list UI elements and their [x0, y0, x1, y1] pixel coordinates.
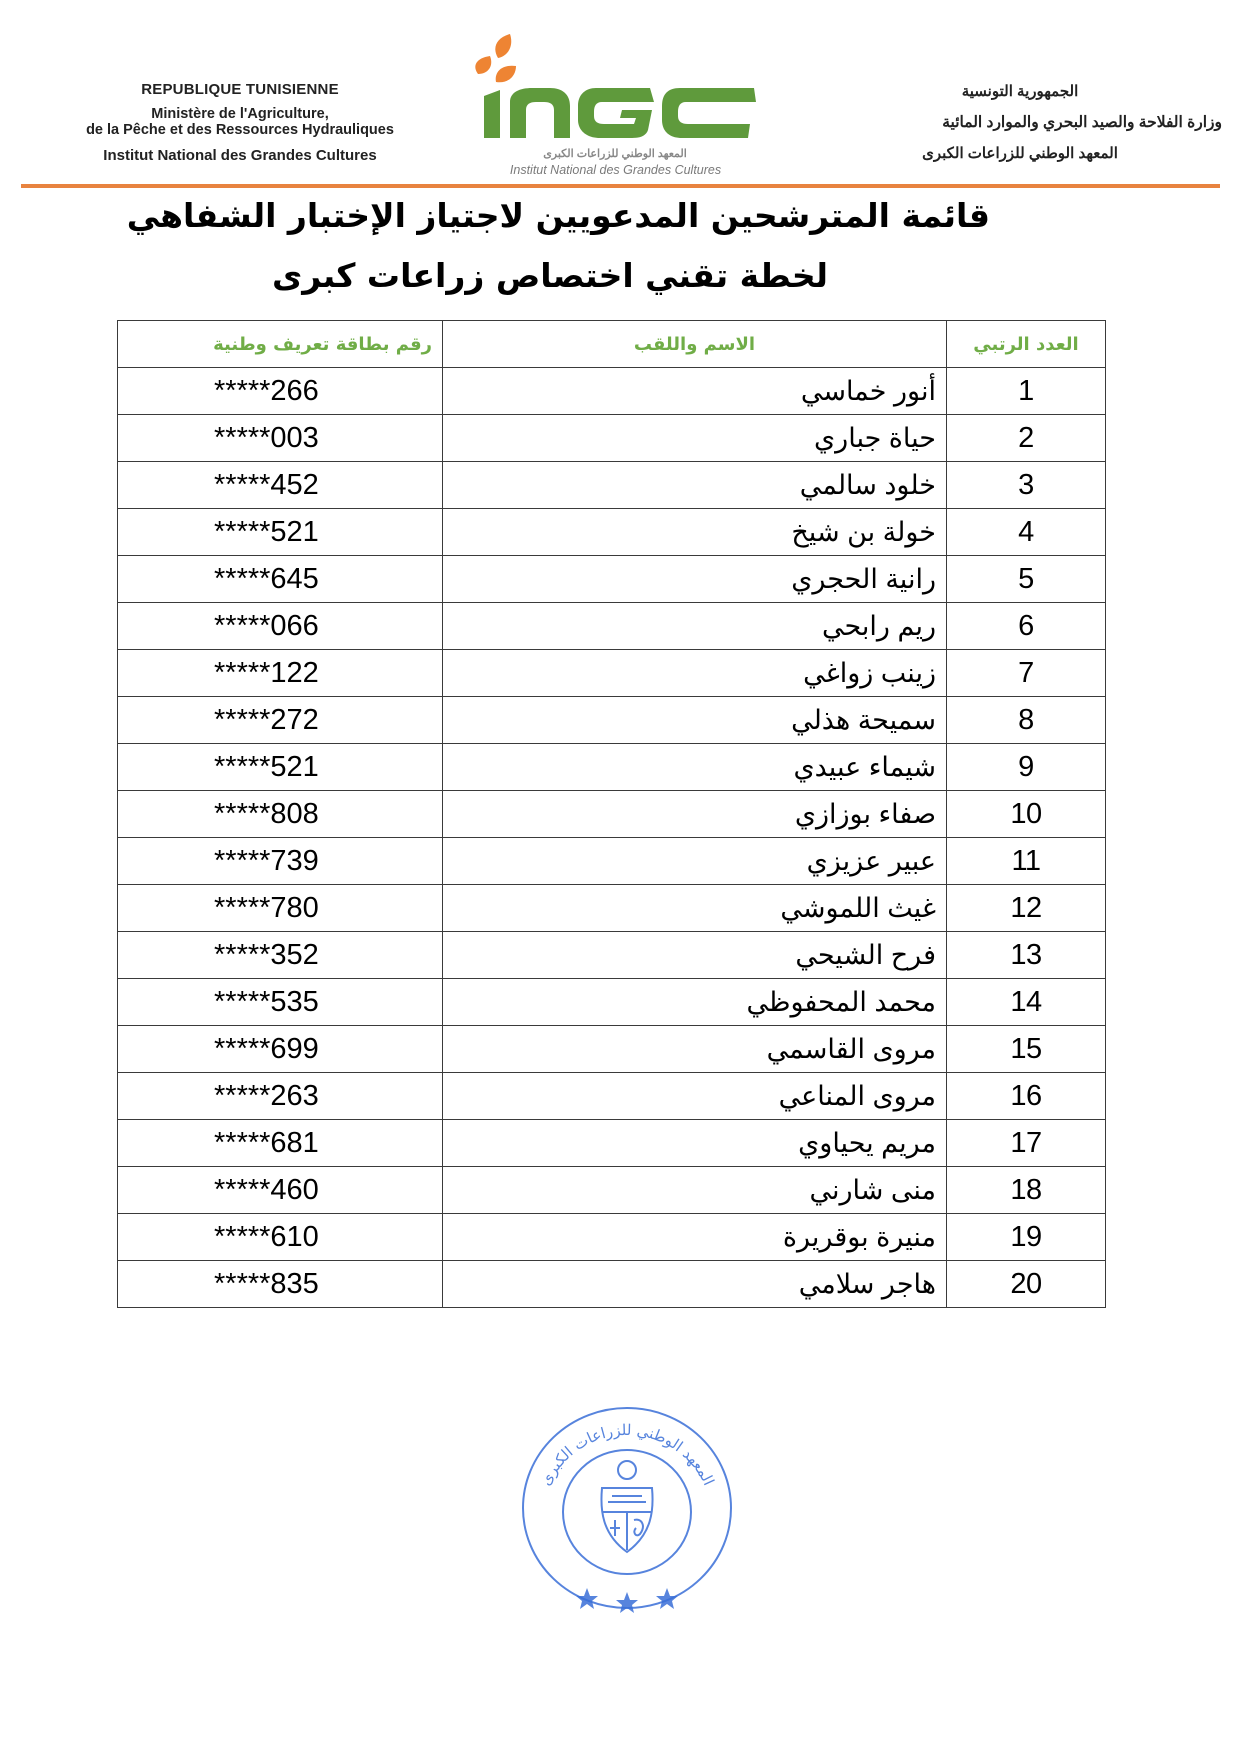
candidate-name: خلود سالمي: [443, 462, 947, 509]
candidate-id: *****460: [118, 1167, 443, 1214]
candidate-name: منى شارني: [443, 1167, 947, 1214]
table-row: [118, 932, 1106, 979]
table-row: [118, 885, 1106, 932]
leaf-top: [495, 34, 511, 58]
ministry-label-ar: وزارة الفلاحة والصيد البحري والموارد المائية: [942, 114, 1222, 131]
row-number: 14: [947, 979, 1106, 1026]
row-number: 19: [947, 1214, 1106, 1261]
stamp-graphic: [512, 1400, 742, 1615]
wheat-leaves-icon: [475, 34, 516, 82]
candidate-id: *****610: [118, 1214, 443, 1261]
header-divider: [21, 184, 1220, 188]
letter-c: [662, 88, 756, 138]
table-row: [118, 509, 1106, 556]
table-row: [118, 697, 1106, 744]
candidate-id: *****521: [118, 509, 443, 556]
logo-arabic-name: المعهد الوطني للزراعات الكبرى: [543, 148, 687, 160]
table-row: [118, 462, 1106, 509]
ministry-label-fr-line1: Ministère de l'Agriculture,: [151, 106, 329, 122]
candidate-id: *****352: [118, 932, 443, 979]
crescent-star-icon: [618, 1461, 636, 1479]
candidate-name: شيماء عبيدي: [443, 744, 947, 791]
leaf-right: [496, 66, 516, 83]
candidate-id: *****263: [118, 1073, 443, 1120]
row-number: 12: [947, 885, 1106, 932]
logo-french-name: Institut National des Grandes Cultures: [509, 163, 722, 177]
stamp-text: المعهد الوطني للزراعات الكبرى: [536, 1420, 718, 1489]
row-number: 5: [947, 556, 1106, 603]
candidate-id: *****535: [118, 979, 443, 1026]
ingc-logo: [470, 30, 770, 175]
candidate-id: *****521: [118, 744, 443, 791]
table-row: [118, 415, 1106, 462]
candidate-id: *****739: [118, 838, 443, 885]
table-row: [118, 1167, 1106, 1214]
table-row: [118, 368, 1106, 415]
row-number: 7: [947, 650, 1106, 697]
row-number: 17: [947, 1120, 1106, 1167]
ingc-logo-graphic: [470, 30, 770, 150]
candidate-id: *****780: [118, 885, 443, 932]
republic-label-ar: الجمهورية التونسية: [961, 83, 1079, 100]
row-number: 15: [947, 1026, 1106, 1073]
header-right-block: [810, 80, 1230, 166]
candidate-name: صفاء بوزازي: [443, 791, 947, 838]
table-row: [118, 1026, 1106, 1073]
institute-label-fr: Institut National des Grandes Cultures: [103, 147, 377, 164]
row-number: 6: [947, 603, 1106, 650]
candidates-table: [117, 320, 1106, 1308]
page-title-line1: قائمة المترشحين المدعويين لاجتياز الإختبار الشفاهي: [126, 196, 990, 235]
row-number: 4: [947, 509, 1106, 556]
row-number: 8: [947, 697, 1106, 744]
table-row: [118, 1261, 1106, 1308]
table-row: [118, 838, 1106, 885]
star-icon: [616, 1592, 638, 1613]
candidate-name: عبير عزيزي: [443, 838, 947, 885]
table-row: [118, 1214, 1106, 1261]
row-number: 20: [947, 1261, 1106, 1308]
table-row: [118, 1073, 1106, 1120]
candidate-name: حياة جباري: [443, 415, 947, 462]
table-row: [118, 979, 1106, 1026]
candidate-name: خولة بن شيخ: [443, 509, 947, 556]
table-body: [118, 368, 1106, 1308]
table-row: [118, 1120, 1106, 1167]
candidate-name: أنور خماسي: [443, 368, 947, 415]
star-icon: [576, 1588, 598, 1609]
leaf-left: [475, 56, 491, 74]
row-number: 18: [947, 1167, 1106, 1214]
candidate-id: *****066: [118, 603, 443, 650]
republic-label-fr: REPUBLIQUE TUNISIENNE: [141, 81, 339, 98]
row-number: 11: [947, 838, 1106, 885]
candidate-id: *****272: [118, 697, 443, 744]
row-number: 16: [947, 1073, 1106, 1120]
candidate-id: *****835: [118, 1261, 443, 1308]
candidate-id: *****266: [118, 368, 443, 415]
letter-n: [510, 88, 570, 138]
row-number: 13: [947, 932, 1106, 979]
candidate-name: محمد المحفوظي: [443, 979, 947, 1026]
row-number: 9: [947, 744, 1106, 791]
candidate-name: منيرة بوقريرة: [443, 1214, 947, 1261]
candidate-name: زينب زواغي: [443, 650, 947, 697]
candidate-id: *****808: [118, 791, 443, 838]
candidate-name: رانية الحجري: [443, 556, 947, 603]
candidate-id: *****699: [118, 1026, 443, 1073]
candidate-name: سميحة هذلي: [443, 697, 947, 744]
letter-i: [484, 90, 500, 138]
candidate-name: ريم رابحي: [443, 603, 947, 650]
candidate-name: مريم يحياوي: [443, 1120, 947, 1167]
institute-label-ar: المعهد الوطني للزراعات الكبرى: [922, 145, 1118, 162]
table-row: [118, 791, 1106, 838]
candidate-name: مروى المناعي: [443, 1073, 947, 1120]
header-left-block: [20, 80, 460, 166]
star-icon: [656, 1588, 678, 1609]
table-row: [118, 603, 1106, 650]
table-row: [118, 744, 1106, 791]
candidate-name: مروى القاسمي: [443, 1026, 947, 1073]
table-header-row: [118, 321, 1106, 368]
official-stamp: [512, 1400, 742, 1615]
candidate-name: فرح الشيحي: [443, 932, 947, 979]
candidate-id: *****645: [118, 556, 443, 603]
candidate-id: *****681: [118, 1120, 443, 1167]
candidate-id: *****003: [118, 415, 443, 462]
ingc-wordmark: [484, 88, 756, 138]
stamp-stars: [576, 1588, 678, 1613]
candidate-id: *****122: [118, 650, 443, 697]
table-row: [118, 650, 1106, 697]
column-header-name: الاسم واللقب: [443, 321, 947, 368]
row-number: 1: [947, 368, 1106, 415]
letter-g: [578, 88, 654, 138]
row-number: 10: [947, 791, 1106, 838]
candidate-name: هاجر سلامي: [443, 1261, 947, 1308]
row-number: 3: [947, 462, 1106, 509]
ministry-label-fr-line2: de la Pêche et des Ressources Hydrauliques: [86, 122, 394, 138]
row-number: 2: [947, 415, 1106, 462]
page-title-line2: لخطة تقني اختصاص زراعات كبرى: [272, 256, 828, 295]
candidate-name: غيث اللموشي: [443, 885, 947, 932]
table-row: [118, 556, 1106, 603]
candidate-id: *****452: [118, 462, 443, 509]
column-header-id: رقم بطاقة تعريف وطنية: [118, 321, 443, 368]
column-header-number: العدد الرتبي: [947, 321, 1106, 368]
